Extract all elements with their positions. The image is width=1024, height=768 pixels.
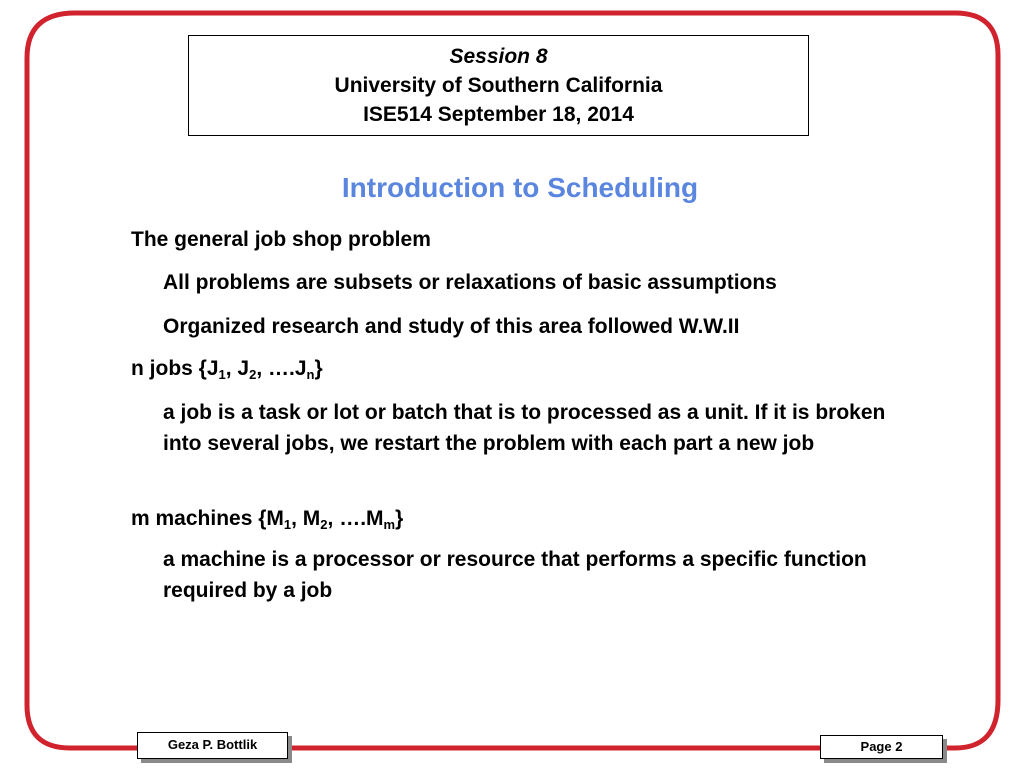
page-number-box: Page 2: [820, 735, 943, 759]
machines-prefix: m machines {M: [131, 507, 284, 530]
bullet-subsets: All problems are subsets or relaxations of basic assumptions: [163, 271, 777, 294]
jobs-sub-n: n: [306, 367, 315, 382]
machines-sub-1: 1: [283, 517, 292, 532]
author-box: Geza P. Bottlik: [137, 732, 288, 759]
course-date: ISE514 September 18, 2014: [363, 103, 634, 126]
session-label: Session 8: [449, 45, 548, 68]
jobs-definition: [131, 353, 323, 384]
machines-mid-1: , M: [291, 507, 321, 530]
jobs-sub-1: 1: [218, 367, 226, 382]
jobs-prefix: n jobs {J: [131, 357, 219, 380]
machines-mid-2: , ….M: [327, 507, 384, 530]
machines-suffix: }: [395, 507, 404, 530]
bullet-research: Organized research and study of this area followed W.W.II: [163, 315, 740, 338]
university-name: University of Southern California: [334, 74, 663, 97]
jobs-mid-2: , ….J: [256, 357, 307, 380]
jobs-description: a job is a task or lot or batch that is to processed as a unit. If it is broken into several jobs, we restart the problem with each part a new job: [163, 401, 886, 455]
heading-job-shop: The general job shop problem: [131, 228, 431, 251]
jobs-suffix: }: [314, 357, 323, 380]
jobs-sub-2: 2: [249, 367, 257, 382]
session-header-box: [188, 35, 809, 136]
slide-title: Introduction to Scheduling: [341, 172, 699, 203]
machines-description: a machine is a processor or resource that performs a specific function required by a job: [163, 548, 867, 602]
machines-sub-2: 2: [320, 517, 328, 532]
machines-sub-m: m: [383, 517, 396, 532]
machines-definition: [131, 503, 403, 534]
jobs-mid-1: , J: [225, 357, 250, 380]
